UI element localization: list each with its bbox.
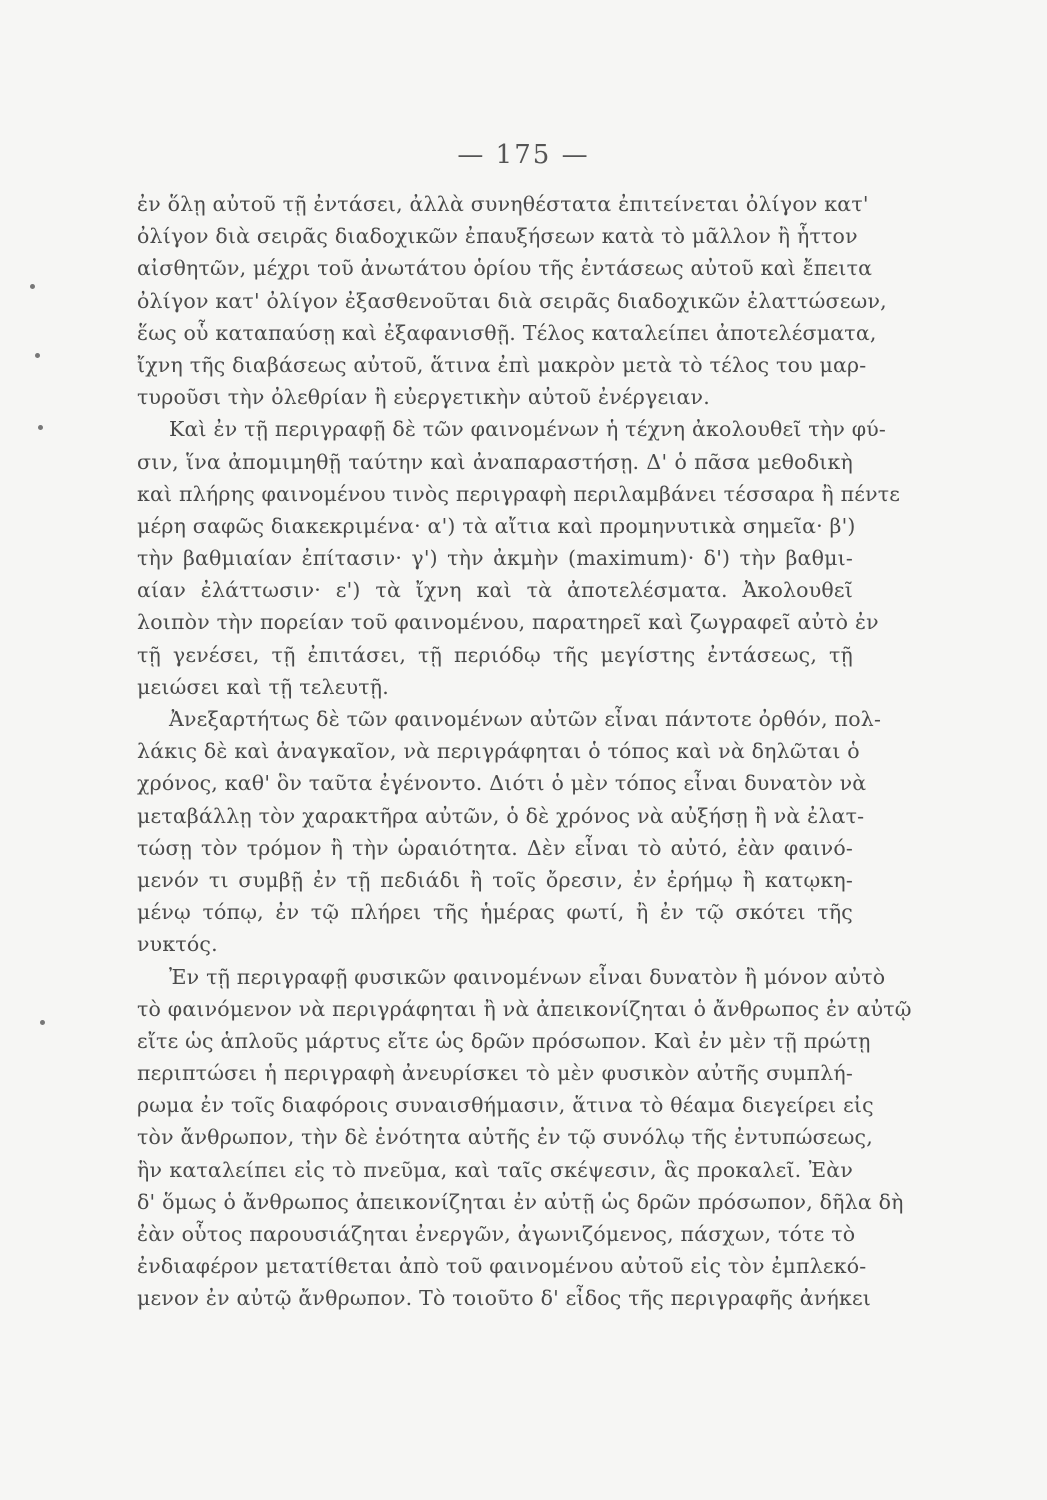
text-line: μειώσει καὶ τῇ τελευτῇ. <box>137 674 389 699</box>
text-line: δ' ὅμως ὁ ἄνθρωπος ἀπεικονίζηται ἐν αὐτῇ ὡς δρῶν πρόσωπον, δῆλα δὴ <box>137 1189 904 1214</box>
text-line: τὸ φαινόμενον νὰ περιγράφηται ἢ νὰ ἀπεικονίζηται ὁ ἄνθρωπος ἐν αὐτῷ <box>137 996 912 1021</box>
paragraph-1 <box>137 188 887 413</box>
text-line: Καὶ ἐν τῇ περιγραφῇ δὲ τῶν φαινομένων ἡ τέχνη ἀκολουθεῖ τὴν φύ- <box>169 417 887 442</box>
body-text <box>137 188 912 1315</box>
text-line: ἣν καταλείπει εἰς τὸ πνεῦμα, καὶ ταῖς σκέψεσιν, ἃς προκαλεῖ. Ἐὰν <box>137 1157 853 1182</box>
text-line: ἕως οὗ καταπαύσῃ καὶ ἐξαφανισθῇ. Τέλος καταλείπει ἀποτελέσματα, <box>137 320 877 345</box>
margin-dot <box>35 353 40 358</box>
text-line: ἐὰν οὗτος παρουσιάζηται ἐνεργῶν, ἀγωνιζόμενος, πάσχων, τότε τὸ <box>137 1222 856 1246</box>
text-line: μέρη σαφῶς διακεκριμένα· α') τὰ αἴτια καὶ προμηνυτικὰ σημεῖα· β') <box>137 513 856 538</box>
margin-dot <box>38 425 43 430</box>
text-line: μεταβάλλῃ τὸν χαρακτῆρα αὐτῶν, ὁ δὲ χρόνος νὰ αὐξήσῃ ἢ νὰ ἐλατ- <box>137 803 865 828</box>
text-line: αίαν ἐλάττωσιν· ε') τὰ ἴχνη καὶ τὰ ἀποτελέσματα. Ἀκολουθεῖ <box>137 578 853 603</box>
text-line: λοιπὸν τὴν πορείαν τοῦ φαινομένου, παρατηρεῖ καὶ ζωγραφεῖ αὐτὸ ἐν <box>137 610 879 635</box>
text-line: ἴχνη τῆς διαβάσεως αὐτοῦ, ἅτινα ἐπὶ μακρὸν μετὰ τὸ τέλος του μαρ- <box>137 352 867 377</box>
text-line: τώσῃ τὸν τρόμον ἢ τὴν ὡραιότητα. Δὲν εἶναι τὸ αὐτό, ἐὰν φαινό- <box>137 835 853 860</box>
text-line: μενόν τι συμβῇ ἐν τῇ πεδιάδι ἢ τοῖς ὄρεσιν, ἐν ἐρήμῳ ἢ κατῳκη- <box>137 867 853 892</box>
text-line: εἴτε ὡς ἁπλοῦς μάρτυς εἴτε ὡς δρῶν πρόσωπον. Καὶ ἐν μὲν τῇ πρώτῃ <box>137 1028 871 1053</box>
margin-dot <box>30 284 35 289</box>
page-number: — 175 — <box>457 140 590 170</box>
text-line: ἐνδιαφέρον μετατίθεται ἀπὸ τοῦ φαινομένου αὐτοῦ εἰς τὸν ἐμπλεκό- <box>137 1254 867 1279</box>
text-line: καὶ πλήρης φαινομένου τινὸς περιγραφὴ περιλαμβάνει τέσσαρα ἢ πέντε <box>137 481 901 506</box>
paragraph-4 <box>137 961 912 1315</box>
text-line: Ἀνεξαρτήτως δὲ τῶν φαινομένων αὐτῶν εἶναι πάντοτε ὀρθόν, πολ- <box>169 707 882 731</box>
text-line: μένῳ τόπῳ, ἐν τῷ πλήρει τῆς ἡμέρας φωτί, ἢ ἐν τῷ σκότει τῆς <box>137 900 853 925</box>
paragraph-3 <box>137 703 882 961</box>
text-line: μενον ἐν αὐτῷ ἄνθρωπον. Τὸ τοιοῦτο δ' εἶδος τῆς περιγραφῆς ἀνήκει <box>137 1286 872 1311</box>
text-line: σιν, ἵνα ἀπομιμηθῇ ταύτην καὶ ἀναπαραστήσῃ. Δ' ὁ πᾶσα μεθοδικὴ <box>137 449 853 474</box>
text-line: ὀλίγον κατ' ὀλίγον ἐξασθενοῦται διὰ σειρᾶς διαδοχικῶν ἐλαττώσεων, <box>137 288 887 313</box>
text-line: ρωμα ἐν τοῖς διαφόροις συναισθήμασιν, ἅτινα τὸ θέαμα διεγείρει εἰς <box>137 1093 874 1118</box>
text-line: ἐν ὅλῃ αὐτοῦ τῇ ἐντάσει, ἀλλὰ συνηθέστατα ἐπιτείνεται ὀλίγον κατ' <box>137 192 869 216</box>
text-line: περιπτώσει ἡ περιγραφὴ ἀνευρίσκει τὸ μὲν φυσικὸν αὐτῆς συμπλή- <box>137 1061 853 1086</box>
text-line: τῇ γενέσει, τῇ ἐπιτάσει, τῇ περιόδῳ τῆς μεγίστης ἐντάσεως, τῇ <box>137 642 853 667</box>
text-line: αἰσθητῶν, μέχρι τοῦ ἀνωτάτου ὁρίου τῆς ἐντάσεως αὐτοῦ καὶ ἔπειτα <box>137 256 873 281</box>
margin-dot <box>40 1020 45 1025</box>
text-line: λάκις δὲ καὶ ἀναγκαῖον, νὰ περιγράφηται ὁ τόπος καὶ νὰ δηλῶται ὁ <box>137 739 860 764</box>
paragraph-2 <box>137 413 901 703</box>
text-line: τὴν βαθμιαίαν ἐπίτασιν· γ') τὴν ἀκμὴν (maximum)· δ') τὴν βαθμι- <box>137 546 853 571</box>
text-line: ὀλίγον διὰ σειρᾶς διαδοχικῶν ἐπαυξήσεων κατὰ τὸ μᾶλλον ἢ ἧττον <box>137 224 858 249</box>
text-line: χρόνος, καθ' ὃν ταῦτα ἐγένοντο. Διότι ὁ μὲν τόπος εἶναι δυνατὸν νὰ <box>137 771 867 796</box>
text-line: τυροῦσι τὴν ὀλεθρίαν ἢ εὐεργετικὴν αὐτοῦ ἐνέργειαν. <box>137 385 710 410</box>
text-line: νυκτός. <box>137 932 218 957</box>
text-line: Ἐν τῇ περιγραφῇ φυσικῶν φαινομένων εἶναι δυνατὸν ἢ μόνον αὐτὸ <box>169 964 886 989</box>
text-line: τὸν ἄνθρωπον, τὴν δὲ ἑνότητα αὐτῆς ἐν τῷ συνόλῳ τῆς ἐντυπώσεως, <box>137 1125 873 1150</box>
